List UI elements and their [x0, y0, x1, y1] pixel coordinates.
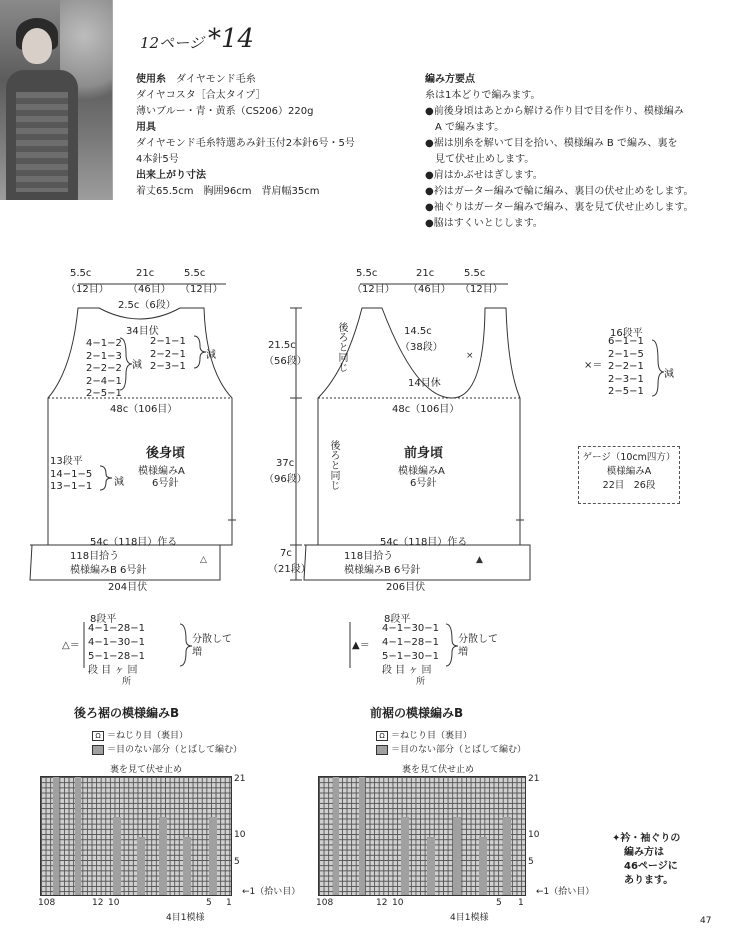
- yarn-color: 薄いブルー・青・黄系（CS206）220g: [136, 106, 314, 117]
- dec-row: 2−2−1: [150, 348, 186, 360]
- front-top-left: 5.5c: [356, 268, 378, 279]
- back-top-right-sts: （12目）: [180, 284, 223, 295]
- front-chart-col-10: 10: [392, 898, 404, 908]
- chart-gap: [183, 837, 191, 895]
- legend-text: ＝目のない部分（とばして編む）: [391, 745, 527, 755]
- chart-gap: [401, 817, 409, 895]
- front-chart-title: 前裾の模様編みB: [370, 706, 464, 720]
- inc-legend: 段 目 ヶ 回: [88, 665, 138, 676]
- dec-row: 2−5−1: [86, 388, 122, 399]
- dec-row: 2−1−3: [86, 350, 122, 362]
- instruction-line: ●脇はすくいとじします。: [425, 218, 543, 229]
- back-neck-dec: [150, 336, 186, 374]
- front-chart-col-5: 5: [496, 898, 502, 908]
- chart-gap: [209, 817, 217, 895]
- front-hem-inc-head: 8段平: [384, 614, 411, 625]
- tools-line-2: 4本針5号: [136, 154, 179, 165]
- front-chart-pickup: ←1（拾い目）: [536, 887, 595, 897]
- armhole-height: 21.5c: [268, 340, 296, 351]
- front-hem-inc-marker: ▲＝: [352, 640, 370, 651]
- side-note-line: 46ページに: [624, 861, 678, 872]
- back-chart-row-10: 10: [234, 830, 246, 840]
- hem-height: 7c: [280, 548, 292, 559]
- instructions-heading: 編み方要点: [425, 74, 475, 85]
- dec-row: 2−5−1: [608, 386, 644, 397]
- front-neck-dec: [608, 336, 644, 399]
- front-chest: 48c（106目）: [392, 404, 460, 415]
- front-bind-off: 206目伏: [386, 582, 426, 593]
- gauge-pattern: 模様編みA: [606, 466, 652, 477]
- svg-text:×: ×: [466, 351, 474, 361]
- dec-row: 13−1−1: [50, 481, 93, 492]
- hem-rows: （21段）: [268, 564, 311, 575]
- no-stitch-icon: [376, 745, 388, 755]
- chart-gap: [53, 777, 59, 895]
- back-hem-pattern: 模様編みB 6号針: [70, 565, 147, 576]
- back-chart-pickup: ←1（拾い目）: [242, 887, 301, 897]
- back-chart-col-10: 10: [108, 898, 120, 908]
- page-number: 47: [700, 916, 712, 926]
- tools-line-1: ダイヤモンド毛糸特選あみ針玉付2本針6号・5号: [136, 138, 355, 149]
- dec-row: 2−4−1: [86, 375, 122, 387]
- gauge-values: 22目 26段: [602, 480, 656, 491]
- back-top-left-sts: （12目）: [66, 284, 109, 295]
- dec-row: 2−1−5: [608, 348, 644, 360]
- back-hem-inc-marker: △＝: [62, 640, 80, 651]
- back-chart-grid: [40, 776, 232, 896]
- front-neck-head: 16段平: [610, 328, 643, 339]
- back-chart-row-21: 21: [234, 774, 246, 784]
- front-needle: 6号針: [410, 478, 437, 489]
- front-chart-legend-1: [376, 728, 472, 741]
- gauge-box: [578, 446, 680, 504]
- back-neck-depth: 2.5c（6段）: [118, 300, 176, 311]
- front-hem-inc-tag-1: 分散して: [458, 634, 498, 645]
- side-note-line: あります。: [624, 875, 674, 886]
- back-needle: 6号針: [152, 478, 179, 489]
- back-chart-title: 後ろ裾の模様編みB: [74, 706, 180, 720]
- back-side-dec: [50, 456, 92, 494]
- front-chart-col-1: 1: [518, 898, 524, 908]
- back-neck-sts: 34目伏: [126, 326, 159, 337]
- back-chart-top-note: 裏を見て伏せ止め: [110, 765, 183, 775]
- pattern-number: *14: [208, 24, 255, 54]
- dec-row: 2−2−1: [608, 361, 644, 372]
- instruction-line: ●肩はかぶせはぎします。: [425, 170, 543, 181]
- front-chart-col-12: 12: [376, 898, 388, 908]
- chart-gap: [479, 837, 487, 895]
- dec-row: 14−1−5: [50, 468, 93, 480]
- chart-gap: [453, 817, 461, 895]
- back-chart-repeat: 4目1模様: [166, 913, 205, 923]
- instruction-line: 見て伏せ止めします。: [435, 154, 535, 165]
- inc-legend-2: 所: [122, 677, 132, 687]
- tools-heading: 用具: [136, 122, 156, 133]
- back-hem-inc-tag-2: 増: [192, 647, 202, 658]
- legend-text: ＝目のない部分（とばして編む）: [107, 745, 243, 755]
- chart-gap: [159, 817, 167, 895]
- back-top-right: 5.5c: [184, 268, 206, 279]
- instruction-line: A で編みます。: [435, 122, 505, 133]
- no-stitch-icon: [92, 745, 104, 755]
- front-chart-row-21: 21: [528, 774, 540, 784]
- chart-gap: [75, 777, 81, 895]
- front-side-same: 後ろと同じ: [328, 440, 339, 490]
- inc-row: 4−1−28−1: [382, 637, 439, 648]
- size-line: 着丈65.5cm 胸囲96cm 背肩幅35cm: [136, 186, 320, 197]
- side-note-line: ✦衿・袖ぐりの: [612, 833, 681, 844]
- side-note: [612, 832, 680, 888]
- svg-text:▲: ▲: [476, 555, 483, 565]
- side-note-line: 編み方は: [624, 847, 664, 858]
- back-title: 後身頃: [146, 446, 186, 461]
- dec-row: 2−2−2: [86, 363, 122, 374]
- back-chart-col-108: 108: [38, 898, 56, 908]
- back-top-mid: 21c: [136, 268, 155, 279]
- front-top-right-sts: （12目）: [460, 284, 503, 295]
- inc-row: 4−1−28−1: [88, 623, 145, 634]
- front-chart-row-10: 10: [528, 830, 540, 840]
- back-bind-off: 204目伏: [108, 582, 148, 593]
- chart-gap: [359, 777, 365, 895]
- inc-row: 5−1−30−1: [382, 651, 439, 662]
- chart-gap: [113, 817, 121, 895]
- front-hem-pattern: 模様編みB 6号針: [344, 565, 421, 576]
- chart-gap: [503, 817, 511, 895]
- front-chart-top-note: 裏を見て伏せ止め: [402, 765, 475, 775]
- front-chart-row-5: 5: [528, 857, 534, 867]
- back-hem-inc: [88, 622, 145, 687]
- instructions-intro: 糸は1本どりで編みます。: [425, 90, 541, 101]
- front-neck-dec-tag: 減: [664, 369, 674, 380]
- twisted-stitch-icon: Ω: [92, 731, 104, 741]
- page-reference: 12ページ: [140, 34, 204, 52]
- instruction-line: ●前後身頃はあとから解ける作り目で目を作り、模様編み: [425, 106, 684, 117]
- front-chart-grid: [318, 776, 526, 896]
- back-armhole-dec-tag: 減: [132, 360, 142, 371]
- front-neck-depth-rows: （38段）: [400, 342, 443, 353]
- back-armhole-dec: [86, 338, 122, 401]
- legend-text: ＝ねじり目（裏目）: [107, 731, 189, 741]
- body-height: 37c: [276, 458, 295, 469]
- front-neck-sts: 14目休: [408, 378, 441, 389]
- back-pattern: 模様編みA: [138, 466, 185, 477]
- dec-row: 2−3−1: [150, 361, 186, 372]
- front-top-left-sts: （12目）: [352, 284, 395, 295]
- front-hem-inc-tag-2: 増: [458, 647, 468, 658]
- gauge-title: ゲージ（10cm四方）: [582, 452, 676, 463]
- inc-legend: 段 目 ヶ 回: [382, 665, 432, 676]
- front-title: 前身頃: [404, 446, 444, 461]
- inc-row: 5−1−28−1: [88, 651, 145, 662]
- inc-row: 4−1−30−1: [382, 623, 439, 634]
- back-top-mid-sts: （46目）: [128, 284, 171, 295]
- front-hem-inc: [382, 622, 439, 687]
- chart-gap: [137, 837, 145, 895]
- back-hem-inc-tag-1: 分散して: [192, 634, 232, 645]
- instruction-line: ●裾は別糸を解いて目を拾い、模様編み B で編み、裏を: [425, 138, 678, 149]
- front-top-mid: 21c: [416, 268, 435, 279]
- inc-row: 4−1−30−1: [88, 637, 145, 648]
- armhole-rows: （56段）: [264, 356, 307, 367]
- front-pickup: 118目拾う: [344, 551, 394, 562]
- back-top-left: 5.5c: [70, 268, 92, 279]
- dec-row: 2−1−1: [150, 336, 186, 347]
- back-cast-on: 54c（118目）作る: [90, 537, 178, 548]
- body-rows: （96段）: [264, 474, 307, 485]
- dec-row: 13段平: [50, 456, 83, 467]
- front-shoulder-same: 後ろと同じ: [336, 322, 347, 372]
- front-pattern: 模様編みA: [398, 466, 445, 477]
- front-cast-on: 54c（118目）作る: [380, 537, 468, 548]
- svg-text:△: △: [200, 555, 207, 565]
- back-chart-legend-1: [92, 728, 188, 741]
- chart-gap: [427, 837, 435, 895]
- inc-legend-2: 所: [416, 677, 426, 687]
- front-top-right: 5.5c: [464, 268, 486, 279]
- front-neck-marker: ×＝: [584, 360, 603, 371]
- front-chart-repeat: 4目1模様: [450, 913, 489, 923]
- back-chart-legend-2: [92, 742, 242, 755]
- dec-row: 6−1−1: [608, 336, 644, 347]
- back-pickup: 118目拾う: [70, 551, 120, 562]
- back-neck-dec-tag: 減: [206, 350, 216, 361]
- legend-text: ＝ねじり目（裏目）: [391, 731, 473, 741]
- back-chart-col-1: 1: [226, 898, 232, 908]
- back-hem-inc-head: 8段平: [90, 614, 117, 625]
- back-chest: 48c（106目）: [110, 404, 178, 415]
- chart-gap: [333, 777, 339, 895]
- instruction-line: ●衿はガーター編みで輪に編み、裏目の伏せ止めをします。: [425, 186, 694, 197]
- back-chart-row-5: 5: [234, 857, 240, 867]
- twisted-stitch-icon: Ω: [376, 731, 388, 741]
- yarn-heading: 使用糸: [136, 74, 166, 85]
- yarn-name: ダイヤコスタ［合太タイプ］: [136, 90, 266, 101]
- back-chart-col-5: 5: [206, 898, 212, 908]
- front-chart-legend-2: [376, 742, 526, 755]
- yarn-brand: ダイヤモンド毛糸: [176, 74, 256, 85]
- instruction-line: ●袖ぐりはガーター編みで編み、裏を見て伏せ止めします。: [425, 202, 694, 213]
- front-chart-col-108: 108: [316, 898, 334, 908]
- back-side-dec-tag: 減: [114, 477, 124, 488]
- front-neck-depth: 14.5c: [404, 326, 432, 337]
- back-chart-col-12: 12: [92, 898, 104, 908]
- dec-row: 4−1−2: [86, 338, 122, 349]
- front-top-mid-sts: （46目）: [408, 284, 451, 295]
- size-heading: 出来上がり寸法: [136, 170, 206, 181]
- dec-row: 2−3−1: [608, 373, 644, 385]
